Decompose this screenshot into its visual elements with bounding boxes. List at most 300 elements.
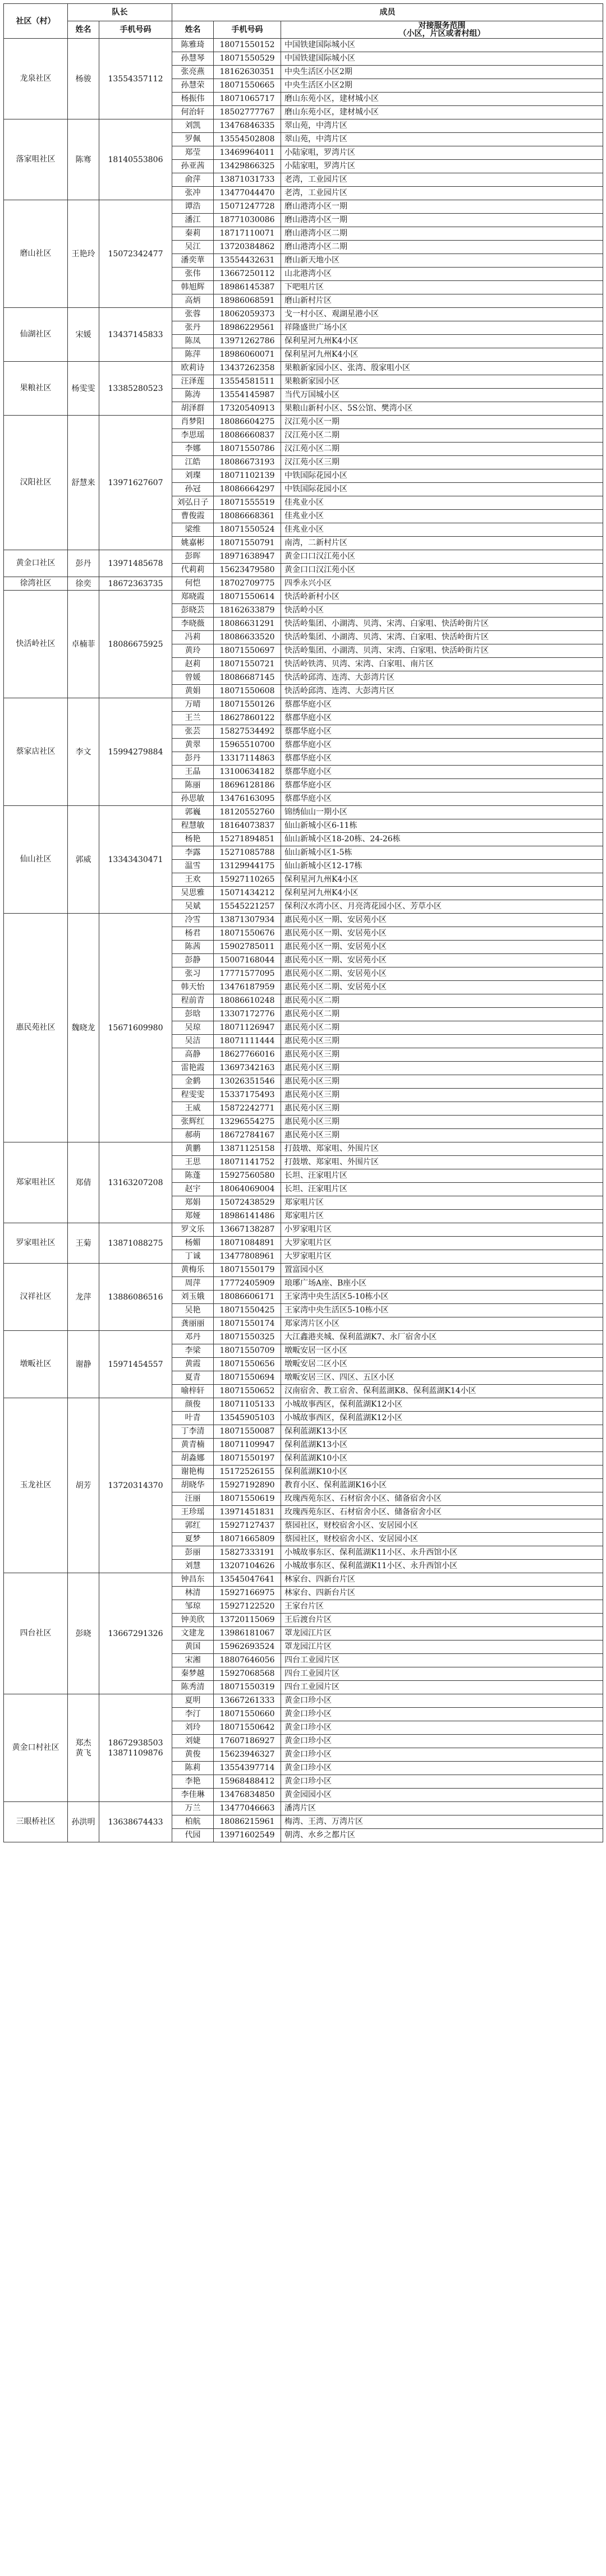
leader-phone-cell: 13385280523 xyxy=(99,362,172,416)
table-row xyxy=(4,591,603,604)
scope-cell: 磨山新村片区 xyxy=(281,294,603,308)
member-phone-cell: 15927127437 xyxy=(214,1519,281,1533)
scope-cell: 墩畈安居一区小区 xyxy=(281,1344,603,1358)
scope-cell: 小罗家咀片区 xyxy=(281,1223,603,1237)
table-row xyxy=(4,1142,603,1156)
member-phone-cell: 18086687145 xyxy=(214,671,281,685)
table-row xyxy=(4,1331,603,1344)
member-phone-cell: 18071550174 xyxy=(214,1317,281,1331)
member-phone-cell: 15071247728 xyxy=(214,200,281,214)
member-name-cell: 郝萌 xyxy=(172,1129,214,1142)
member-phone-cell: 13971262786 xyxy=(214,335,281,348)
scope-cell: 惠民苑小区三期 xyxy=(281,1035,603,1048)
scope-cell: 王家台片区 xyxy=(281,1600,603,1614)
scope-cell: 蔡郡华庭小区 xyxy=(281,779,603,792)
member-name-cell: 黄娟 xyxy=(172,685,214,698)
member-name-cell: 张辉红 xyxy=(172,1116,214,1129)
member-phone-cell: 13129944175 xyxy=(214,860,281,873)
scope-cell: 佳兆业小区 xyxy=(281,523,603,537)
community-cell: 汉祥社区 xyxy=(4,1264,68,1331)
scope-cell: 果粮新家园小区、张湾、殷家咀小区 xyxy=(281,362,603,375)
member-phone-cell: 13207104626 xyxy=(214,1560,281,1573)
member-name-cell: 韩旭辉 xyxy=(172,281,214,294)
member-name-cell: 刘婕 xyxy=(172,1735,214,1748)
scope-cell: 磨山港湾小区一期 xyxy=(281,200,603,214)
scope-cell: 汉江苑小区三期 xyxy=(281,456,603,469)
leader-phone-cell: 13720314370 xyxy=(99,1398,172,1573)
scope-cell: 罩龙园江片区 xyxy=(281,1640,603,1654)
scope-cell: 蔡郡华庭小区 xyxy=(281,698,603,712)
member-name-cell: 柏航 xyxy=(172,1815,214,1829)
member-phone-cell: 13545047641 xyxy=(214,1573,281,1587)
scope-cell: 惠民苑小区二期 xyxy=(281,1008,603,1021)
member-name-cell: 李艳 xyxy=(172,1775,214,1789)
member-phone-cell: 18071550087 xyxy=(214,1425,281,1439)
member-name-cell: 高静 xyxy=(172,1048,214,1062)
member-name-cell: 陈茜 xyxy=(172,941,214,954)
member-name-cell: 刘凯 xyxy=(172,119,214,133)
member-phone-cell: 18071550652 xyxy=(214,1385,281,1398)
member-name-cell: 夏青 xyxy=(172,1371,214,1385)
leader-name-cell: 王艳玲 xyxy=(68,200,99,308)
member-name-cell: 彭晓芸 xyxy=(172,604,214,617)
member-name-cell: 李娜 xyxy=(172,443,214,456)
member-phone-cell: 18071550665 xyxy=(214,79,281,93)
scope-cell: 仙山新城小区6-11栋 xyxy=(281,819,603,833)
member-name-cell: 姚嘉彬 xyxy=(172,537,214,550)
leader-phone-cell: 15671609980 xyxy=(99,914,172,1142)
scope-cell: 汉江苑小区一期 xyxy=(281,416,603,429)
scope-cell: 玫瑰西苑东区、石材宿舍小区、储备宿舍小区 xyxy=(281,1506,603,1519)
member-name-cell: 李思瑶 xyxy=(172,429,214,443)
leader-name-cell: 魏晓龙 xyxy=(68,914,99,1142)
member-name-cell: 黄翠 xyxy=(172,739,214,752)
table-row xyxy=(4,1802,603,1815)
member-name-cell: 李汀 xyxy=(172,1708,214,1721)
member-phone-cell: 13554397714 xyxy=(214,1762,281,1775)
member-phone-cell: 15927068568 xyxy=(214,1667,281,1681)
member-name-cell: 张冲 xyxy=(172,187,214,200)
scope-cell: 黄金口珍小区 xyxy=(281,1748,603,1762)
leader-name-cell: 龙萍 xyxy=(68,1264,99,1331)
leader-phone-cell: 15971454557 xyxy=(99,1331,172,1398)
member-phone-cell: 13476834850 xyxy=(214,1789,281,1802)
leader-phone-cell: 13971627607 xyxy=(99,416,172,550)
member-phone-cell: 13971451831 xyxy=(214,1506,281,1519)
scope-cell: 蔡园社区，财校宿舍小区、安居园小区 xyxy=(281,1533,603,1546)
member-name-cell: 黄霞 xyxy=(172,1358,214,1371)
member-phone-cell: 18986141486 xyxy=(214,1210,281,1223)
member-name-cell: 黄梅乐 xyxy=(172,1264,214,1277)
member-name-cell: 彭晖 xyxy=(172,550,214,564)
leader-phone-cell: 18086675925 xyxy=(99,591,172,698)
leader-name-cell: 宋媛 xyxy=(68,308,99,362)
member-name-cell: 万晴 xyxy=(172,698,214,712)
scope-cell: 保利星河九州K4小区 xyxy=(281,348,603,362)
scope-cell: 王家湾中央生活区5-10栋小区 xyxy=(281,1304,603,1317)
member-phone-cell: 18086668361 xyxy=(214,510,281,523)
scope-cell: 黄金口口汉江苑小区 xyxy=(281,564,603,577)
leader-name-cell: 谢静 xyxy=(68,1331,99,1398)
scope-cell: 仙山新城小区1-5栋 xyxy=(281,846,603,860)
member-phone-cell: 18086215961 xyxy=(214,1815,281,1829)
member-phone-cell: 15927192890 xyxy=(214,1479,281,1492)
leader-name-cell: 郑杰 黄飞 xyxy=(68,1694,99,1802)
scope-cell: 保利蓝湖K10小区 xyxy=(281,1466,603,1479)
scope-cell: 四台工业园片区 xyxy=(281,1667,603,1681)
member-phone-cell: 18071550197 xyxy=(214,1452,281,1466)
scope-cell: 磨山东苑小区，建材城小区 xyxy=(281,93,603,106)
member-phone-cell: 17771577095 xyxy=(214,967,281,981)
member-phone-cell: 18071550721 xyxy=(214,658,281,671)
scope-cell: 黄金口珍小区 xyxy=(281,1735,603,1748)
scope-cell: 蔡郡华庭小区 xyxy=(281,752,603,766)
member-phone-cell: 15827333191 xyxy=(214,1546,281,1560)
member-phone-cell: 13720115069 xyxy=(214,1614,281,1627)
scope-cell: 中央生活区小区2期 xyxy=(281,79,603,93)
member-phone-cell: 13317114863 xyxy=(214,752,281,766)
table-row xyxy=(4,550,603,564)
scope-cell: 翠山苑，中湾片区 xyxy=(281,119,603,133)
member-phone-cell: 15271085788 xyxy=(214,846,281,860)
member-phone-cell: 18071550709 xyxy=(214,1344,281,1358)
community-cell: 四台社区 xyxy=(4,1573,68,1694)
member-name-cell: 颜俊 xyxy=(172,1398,214,1412)
scope-cell: 汉江苑小区二期 xyxy=(281,429,603,443)
member-name-cell: 梁维 xyxy=(172,523,214,537)
scope-cell: 打鼓墩、郑家咀、外围片区 xyxy=(281,1156,603,1169)
member-phone-cell: 15545221257 xyxy=(214,900,281,914)
member-name-cell: 谢艳梅 xyxy=(172,1466,214,1479)
member-phone-cell: 13476187959 xyxy=(214,981,281,994)
scope-cell: 快活岭邱湾、连湾、大彭湾片区 xyxy=(281,671,603,685)
scope-cell: 小城故事西区，保利蓝湖K12小区 xyxy=(281,1412,603,1425)
member-phone-cell: 18086633520 xyxy=(214,631,281,644)
header-leader-phone: 手机号码 xyxy=(99,21,172,39)
member-phone-cell: 18071126947 xyxy=(214,1021,281,1035)
member-phone-cell: 18162633879 xyxy=(214,604,281,617)
member-name-cell: 杨君 xyxy=(172,927,214,941)
scope-cell: 快活岭集团、小湖湾、贝湾、宋湾、白家咀、快活岭街片区 xyxy=(281,644,603,658)
member-name-cell: 程前青 xyxy=(172,994,214,1008)
member-name-cell: 夏梦 xyxy=(172,1533,214,1546)
member-phone-cell: 18071105133 xyxy=(214,1398,281,1412)
member-name-cell: 黄国 xyxy=(172,1640,214,1654)
member-phone-cell: 18627766016 xyxy=(214,1048,281,1062)
member-name-cell: 彭静 xyxy=(172,954,214,967)
member-name-cell: 孙慧琴 xyxy=(172,52,214,66)
member-name-cell: 陈丽 xyxy=(172,779,214,792)
member-phone-cell: 18807646056 xyxy=(214,1654,281,1667)
community-cell: 蔡家店社区 xyxy=(4,698,68,806)
member-phone-cell: 15072438529 xyxy=(214,1196,281,1210)
scope-cell: 墩畈安居三区、四区、五区小区 xyxy=(281,1371,603,1385)
scope-cell: 蔡郡华庭小区 xyxy=(281,712,603,725)
member-name-cell: 胡泽群 xyxy=(172,402,214,416)
leader-phone-cell: 18140553806 xyxy=(99,119,172,200)
member-phone-cell: 13307172776 xyxy=(214,1008,281,1021)
scope-cell: 老湾，工业园片区 xyxy=(281,173,603,187)
scope-cell: 保利蓝湖K13小区 xyxy=(281,1439,603,1452)
scope-cell: 郑家咀片区 xyxy=(281,1196,603,1210)
community-cell: 落家咀社区 xyxy=(4,119,68,200)
scope-cell: 惠民苑小区三期 xyxy=(281,1129,603,1142)
member-phone-cell: 13437262358 xyxy=(214,362,281,375)
table-row xyxy=(4,362,603,375)
member-phone-cell: 13476846335 xyxy=(214,119,281,133)
leader-name-cell: 杨骏 xyxy=(68,39,99,119)
scope-cell: 戈一村小区、观湖星港小区 xyxy=(281,308,603,321)
member-phone-cell: 18086606171 xyxy=(214,1291,281,1304)
member-phone-cell: 18071555519 xyxy=(214,496,281,510)
community-cell: 黄金口社区 xyxy=(4,550,68,577)
member-phone-cell: 15337175493 xyxy=(214,1089,281,1102)
member-phone-cell: 18717110071 xyxy=(214,227,281,241)
member-phone-cell: 18672784167 xyxy=(214,1129,281,1142)
member-phone-cell: 18986229561 xyxy=(214,321,281,335)
table-row xyxy=(4,119,603,133)
scope-cell: 保利星河九州K4小区 xyxy=(281,887,603,900)
member-phone-cell: 18071550126 xyxy=(214,698,281,712)
scope-cell: 王后渡台片区 xyxy=(281,1614,603,1627)
header-community: 社区（村） xyxy=(4,4,68,39)
table-header xyxy=(4,4,603,39)
member-name-cell: 高炳 xyxy=(172,294,214,308)
member-phone-cell: 18071550660 xyxy=(214,1708,281,1721)
table-row xyxy=(4,914,603,927)
scope-cell: 南湾，二新村片区 xyxy=(281,537,603,550)
member-name-cell: 林清 xyxy=(172,1587,214,1600)
member-name-cell: 陈秀清 xyxy=(172,1681,214,1694)
member-name-cell: 潘江 xyxy=(172,214,214,227)
member-phone-cell: 18071550152 xyxy=(214,39,281,52)
community-cell: 仙湖社区 xyxy=(4,308,68,362)
leader-phone-cell: 13554357112 xyxy=(99,39,172,119)
member-phone-cell: 18071550642 xyxy=(214,1721,281,1735)
member-phone-cell: 15623479580 xyxy=(214,564,281,577)
member-phone-cell: 18120552760 xyxy=(214,806,281,819)
member-phone-cell: 18771030086 xyxy=(214,214,281,227)
leader-phone-cell: 13437145833 xyxy=(99,308,172,362)
scope-cell: 蔡郡华庭小区 xyxy=(281,725,603,739)
scope-cell: 大江鑫港夹城、保利蓝湖K7、永厂宿舍小区 xyxy=(281,1331,603,1344)
scope-cell: 保利星河九州K4小区 xyxy=(281,873,603,887)
community-cell: 汉阳社区 xyxy=(4,416,68,550)
scope-cell: 郑家湾片区小区 xyxy=(281,1317,603,1331)
member-phone-cell: 13477044470 xyxy=(214,187,281,200)
member-name-cell: 陈萍 xyxy=(172,348,214,362)
member-name-cell: 程雯雯 xyxy=(172,1089,214,1102)
member-name-cell: 罗佩 xyxy=(172,133,214,146)
scope-cell: 玫瑰西苑东区、石材宿舍小区、储备宿舍小区 xyxy=(281,1492,603,1506)
member-name-cell: 郑娅 xyxy=(172,1210,214,1223)
member-name-cell: 李梁 xyxy=(172,1344,214,1358)
table-row xyxy=(4,577,603,591)
header-scope xyxy=(281,21,603,39)
scope-cell: 仙山新城小区12-17栋 xyxy=(281,860,603,873)
member-phone-cell: 15271894851 xyxy=(214,833,281,846)
header-member-phone: 手机号码 xyxy=(214,21,281,39)
community-cell: 三眼桥社区 xyxy=(4,1802,68,1842)
member-name-cell: 程慧敏 xyxy=(172,819,214,833)
table-row xyxy=(4,39,603,52)
scope-cell: 老湾，工业园片区 xyxy=(281,187,603,200)
member-name-cell: 吴江 xyxy=(172,241,214,254)
leader-name-cell: 陈骞 xyxy=(68,119,99,200)
member-phone-cell: 13477046663 xyxy=(214,1802,281,1815)
member-name-cell: 冷雪 xyxy=(172,914,214,927)
member-phone-cell: 18071550619 xyxy=(214,1492,281,1506)
leader-phone-cell: 13971485678 xyxy=(99,550,172,577)
scope-cell: 惠民苑小区三期 xyxy=(281,1062,603,1075)
scope-cell: 黄金口珍小区 xyxy=(281,1694,603,1708)
scope-cell: 中国铁建国际城小区 xyxy=(281,39,603,52)
member-phone-cell: 18071550676 xyxy=(214,927,281,941)
member-name-cell: 吴洁 xyxy=(172,1035,214,1048)
scope-cell: 锦绣仙山一期小区 xyxy=(281,806,603,819)
community-cell: 墩畈社区 xyxy=(4,1331,68,1398)
header-member: 成员 xyxy=(172,4,603,21)
member-name-cell: 王威 xyxy=(172,1102,214,1116)
scope-cell: 教育小区、保利蓝湖K16小区 xyxy=(281,1479,603,1492)
member-phone-cell: 18627860122 xyxy=(214,712,281,725)
member-phone-cell: 13667261333 xyxy=(214,1694,281,1708)
scope-cell: 黄金口珍小区 xyxy=(281,1721,603,1735)
member-name-cell: 代园 xyxy=(172,1829,214,1842)
scope-cell: 磨山新天地小区 xyxy=(281,254,603,268)
scope-cell: 长坦、汪家咀片区 xyxy=(281,1169,603,1183)
member-name-cell: 喻梓轩 xyxy=(172,1385,214,1398)
member-name-cell: 孙思敏 xyxy=(172,792,214,806)
community-cell: 玉龙社区 xyxy=(4,1398,68,1573)
member-name-cell: 俞萍 xyxy=(172,173,214,187)
scope-cell: 果粮新家园小区 xyxy=(281,375,603,389)
member-name-cell: 王兰 xyxy=(172,712,214,725)
member-name-cell: 杨振伟 xyxy=(172,93,214,106)
member-name-cell: 雷艳霞 xyxy=(172,1062,214,1075)
table-row xyxy=(4,200,603,214)
scope-cell: 小城故事西区，保利蓝湖K12小区 xyxy=(281,1398,603,1412)
scope-cell: 长坦、汪家咀片区 xyxy=(281,1183,603,1196)
member-phone-cell: 18064069004 xyxy=(214,1183,281,1196)
member-phone-cell: 15968488412 xyxy=(214,1775,281,1789)
member-phone-cell: 17320540913 xyxy=(214,402,281,416)
scope-cell: 磨山东苑小区，建材城小区 xyxy=(281,106,603,119)
member-phone-cell: 18071550791 xyxy=(214,537,281,550)
leader-phone-cell: 13871088275 xyxy=(99,1223,172,1264)
member-name-cell: 谭浩 xyxy=(172,200,214,214)
table-row xyxy=(4,1694,603,1708)
table-row xyxy=(4,1398,603,1412)
member-name-cell: 万兰 xyxy=(172,1802,214,1815)
scope-cell: 快活岭铁湾、贝湾、宋湾、白家咀、南片区 xyxy=(281,658,603,671)
member-phone-cell: 13296554275 xyxy=(214,1116,281,1129)
member-phone-cell: 18071550425 xyxy=(214,1304,281,1317)
leader-name-cell: 王菊 xyxy=(68,1223,99,1264)
member-name-cell: 彭晗 xyxy=(172,1008,214,1021)
member-name-cell: 李露 xyxy=(172,846,214,860)
table-row xyxy=(4,1223,603,1237)
leader-phone-cell: 13667291326 xyxy=(99,1573,172,1694)
member-name-cell: 龚丽丽 xyxy=(172,1317,214,1331)
member-phone-cell: 18986068591 xyxy=(214,294,281,308)
member-phone-cell: 13667138287 xyxy=(214,1223,281,1237)
member-phone-cell: 13026351546 xyxy=(214,1075,281,1089)
member-name-cell: 杨媚 xyxy=(172,1237,214,1250)
member-name-cell: 韩天怡 xyxy=(172,981,214,994)
member-phone-cell: 13477808961 xyxy=(214,1250,281,1264)
scope-cell: 梅湾、王湾、万湾片区 xyxy=(281,1815,603,1829)
scope-cell: 快活岭小区 xyxy=(281,604,603,617)
member-phone-cell: 13871125158 xyxy=(214,1142,281,1156)
header-leader-name: 姓名 xyxy=(68,21,99,39)
member-name-cell: 赵宇 xyxy=(172,1183,214,1196)
table-row xyxy=(4,308,603,321)
scope-cell: 惠民苑小区二期、安居苑小区 xyxy=(281,967,603,981)
community-cell: 罗家咀社区 xyxy=(4,1223,68,1264)
member-name-cell: 孙慧荣 xyxy=(172,79,214,93)
member-name-cell: 江皓 xyxy=(172,456,214,469)
member-phone-cell: 18071550524 xyxy=(214,523,281,537)
member-name-cell: 张亮燕 xyxy=(172,66,214,79)
member-name-cell: 吴斌 xyxy=(172,900,214,914)
member-name-cell: 金鹤 xyxy=(172,1075,214,1089)
scope-cell: 惠民苑小区三期 xyxy=(281,1102,603,1116)
table-body xyxy=(4,39,603,1842)
member-name-cell: 张习 xyxy=(172,967,214,981)
member-phone-cell: 15902785011 xyxy=(214,941,281,954)
member-phone-cell: 18986145387 xyxy=(214,281,281,294)
scope-cell: 小城故事东区、保利蓝湖K11小区、永升西馆小区 xyxy=(281,1560,603,1573)
scope-cell: 惠民苑小区三期 xyxy=(281,1116,603,1129)
member-phone-cell: 18162630351 xyxy=(214,66,281,79)
scope-cell: 朝湾、水乡之都片区 xyxy=(281,1829,603,1842)
table-row xyxy=(4,1264,603,1277)
member-name-cell: 冯莉 xyxy=(172,631,214,644)
member-phone-cell: 18062059373 xyxy=(214,308,281,321)
scope-cell: 中铁国际花园小区 xyxy=(281,483,603,496)
table-row xyxy=(4,1573,603,1587)
member-name-cell: 郭巍 xyxy=(172,806,214,819)
member-name-cell: 赵莉 xyxy=(172,658,214,671)
member-name-cell: 肖梦阳 xyxy=(172,416,214,429)
member-name-cell: 丁李清 xyxy=(172,1425,214,1439)
member-phone-cell: 13476163095 xyxy=(214,792,281,806)
scope-cell: 磨山港湾小区二期 xyxy=(281,241,603,254)
member-phone-cell: 18071550656 xyxy=(214,1358,281,1371)
scope-cell: 保利蓝湖K10小区 xyxy=(281,1452,603,1466)
member-phone-cell: 18071550179 xyxy=(214,1264,281,1277)
header-member-name: 姓名 xyxy=(172,21,214,39)
scope-cell: 黄金园园小区 xyxy=(281,1789,603,1802)
member-phone-cell: 13554581511 xyxy=(214,375,281,389)
scope-cell: 惠民苑小区三期 xyxy=(281,1075,603,1089)
scope-cell: 郑家咀片区 xyxy=(281,1210,603,1223)
member-name-cell: 文建龙 xyxy=(172,1627,214,1640)
member-name-cell: 孙亚茜 xyxy=(172,160,214,173)
header-scope-text: 对接服务范围 （小区，片区或者村组） xyxy=(398,21,485,38)
scope-cell: 中国铁建国际城小区 xyxy=(281,52,603,66)
scope-cell: 翠山苑，中湾片区 xyxy=(281,133,603,146)
member-phone-cell: 18986060071 xyxy=(214,348,281,362)
community-cell: 惠民苑社区 xyxy=(4,914,68,1142)
scope-cell: 四季永兴小区 xyxy=(281,577,603,591)
scope-cell: 置富园小区 xyxy=(281,1264,603,1277)
community-cell: 磨山社区 xyxy=(4,200,68,308)
member-name-cell: 代莉莉 xyxy=(172,564,214,577)
scope-cell: 汉南宿舍、教工宿舍、保利蓝湖K8、保利蓝湖K14小区 xyxy=(281,1385,603,1398)
member-phone-cell: 13667250112 xyxy=(214,268,281,281)
